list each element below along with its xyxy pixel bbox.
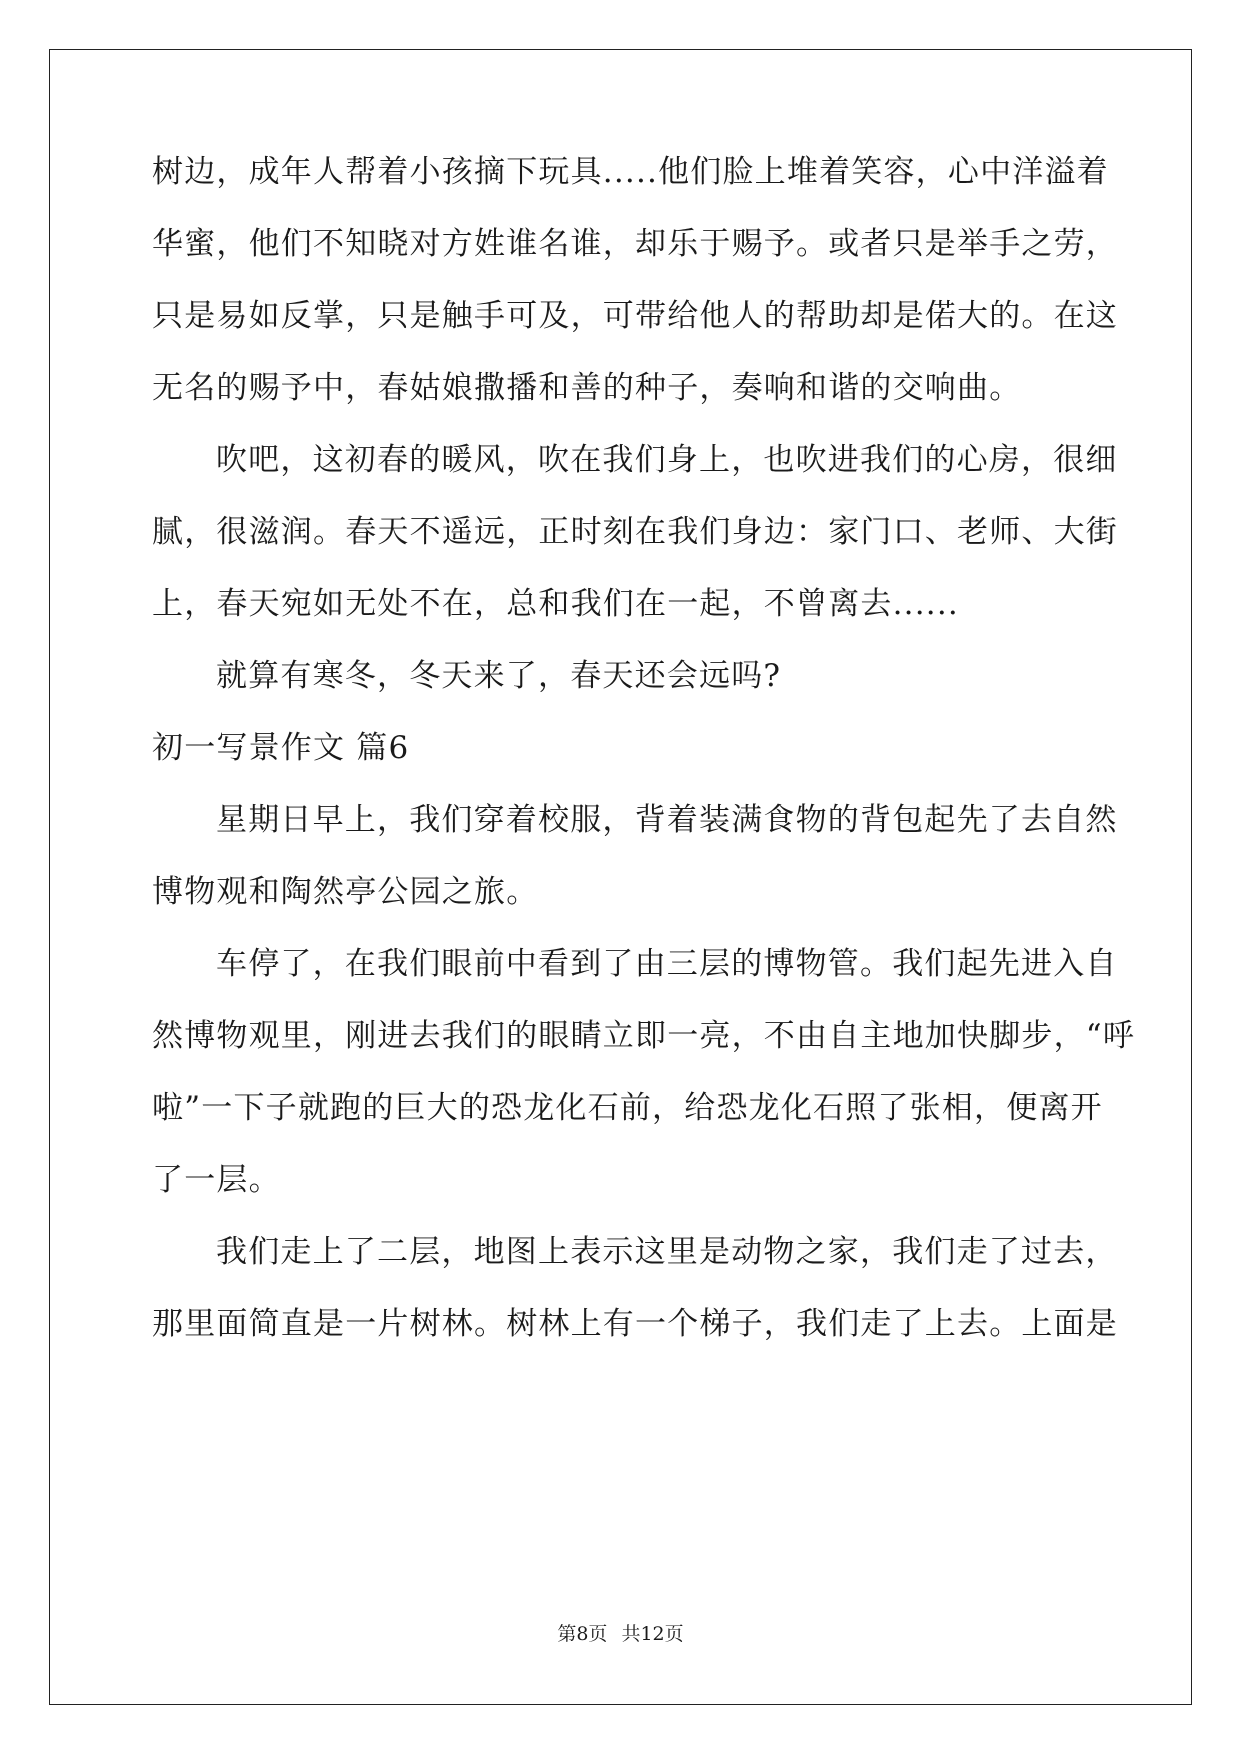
text-line: 就算有寒冬，冬天来了，春天还会远吗? [216, 658, 782, 694]
text-line: 车停了，在我们眼前中看到了由三层的博物管。我们起先进入自 [216, 946, 1118, 982]
page-footer [0, 1622, 1241, 1646]
text-line: 树边，成年人帮着小孩摘下玩具.....他们脸上堆着笑容，心中洋溢着 [152, 154, 1109, 190]
text-line: 啦”一下子就跑的巨大的恐龙化石前，给恐龙化石照了张相，便离开 [152, 1090, 1103, 1126]
text-line: 星期日早上，我们穿着校服，背着装满食物的背包起先了去自然 [216, 802, 1118, 838]
page-total: 共12页 [621, 1623, 684, 1645]
text-line: 吹吧，这初春的暖风，吹在我们身上，也吹进我们的心房，很细 [216, 442, 1118, 478]
text-line: 只是易如反掌，只是触手可及，可带给他人的帮助却是偌大的。在这 [152, 298, 1118, 334]
text-line: 我们走上了二层，地图上表示这里是动物之家，我们走了过去， [216, 1234, 1118, 1270]
text-line: 了一层。 [152, 1162, 281, 1198]
text-line: 上，春天宛如无处不在，总和我们在一起，不曾离去...... [152, 586, 959, 622]
text-line: 然博物观里，刚进去我们的眼睛立即一亮，不由自主地加快脚步，“呼 [152, 1018, 1136, 1054]
text-line: 那里面简直是一片树林。树林上有一个梯子，我们走了上去。上面是 [152, 1306, 1118, 1342]
page-number: 第8页 [557, 1623, 608, 1645]
text-line: 华蜜，他们不知晓对方姓谁名谁，却乐于赐予。或者只是举手之劳， [152, 226, 1118, 262]
text-line: 博物观和陶然亭公园之旅。 [152, 874, 539, 910]
text-line: 腻，很滋润。春天不遥远，正时刻在我们身边：家门口、老师、大街 [152, 514, 1118, 550]
section-heading: 初一写景作文 篇6 [152, 730, 410, 766]
text-line: 无名的赐予中，春姑娘撒播和善的种子，奏响和谐的交响曲。 [152, 370, 1022, 406]
